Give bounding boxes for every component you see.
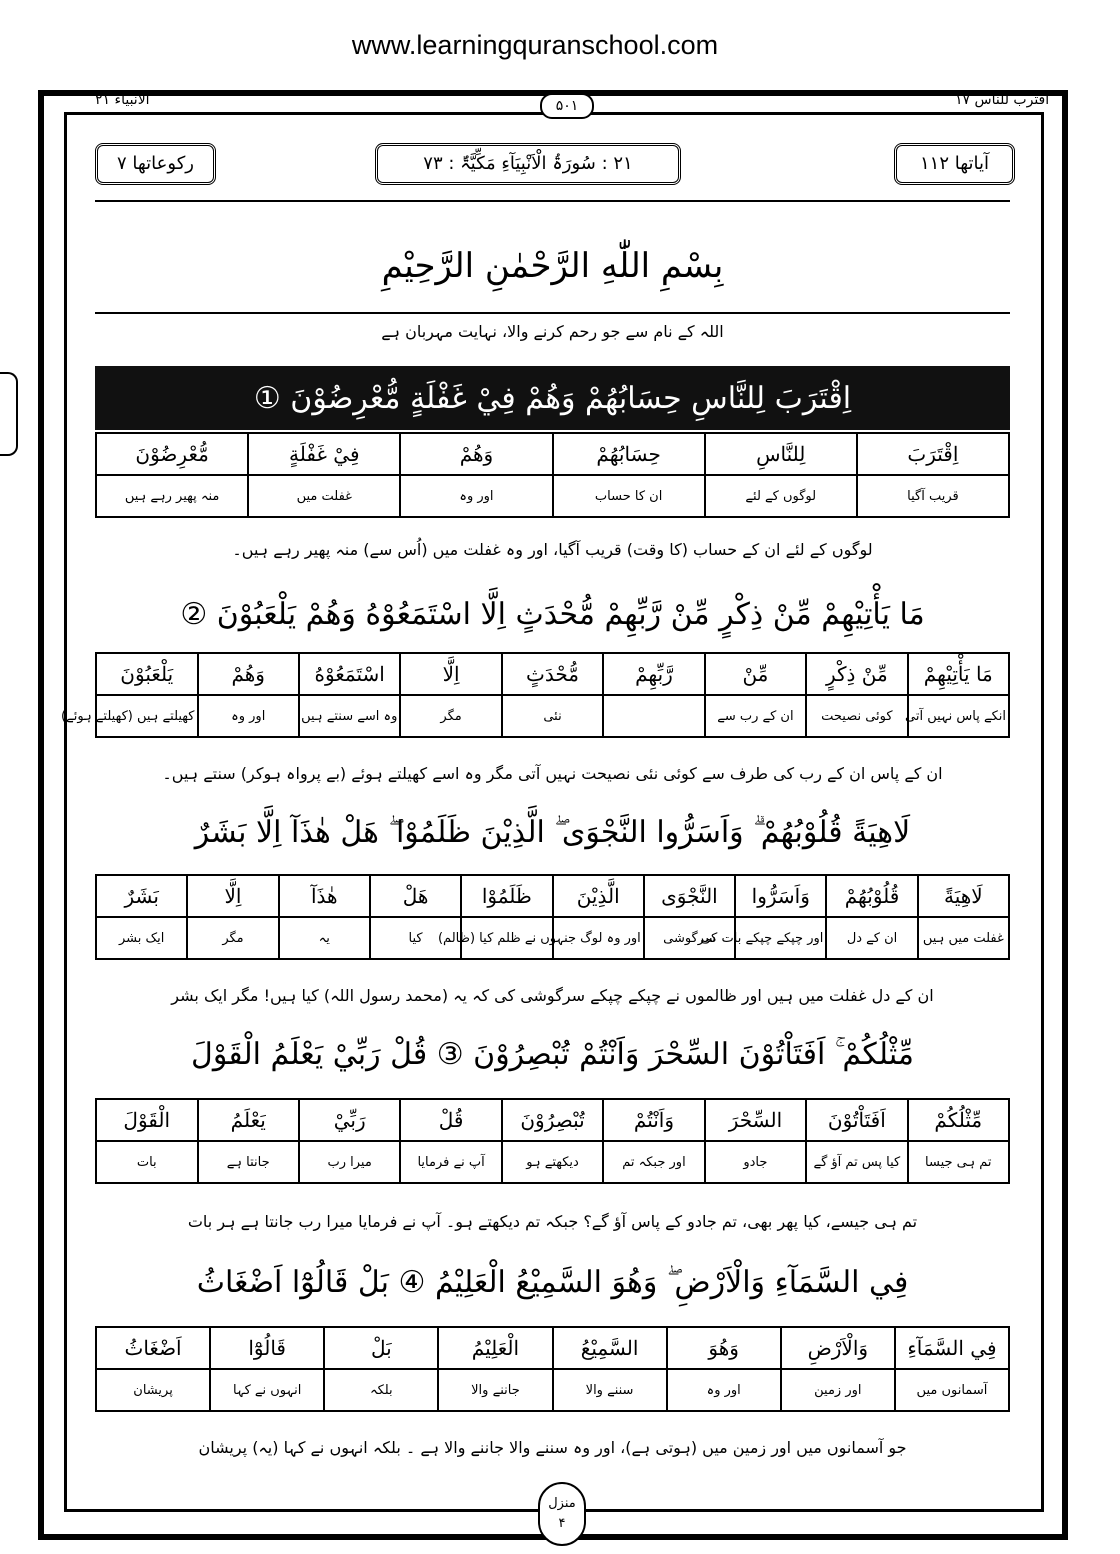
- word: النَّجْوَى: [644, 875, 735, 917]
- meaning: جانتا ہے: [198, 1141, 299, 1183]
- meaning: پریشان: [96, 1369, 210, 1411]
- meaning: قریب آگیا: [857, 475, 1009, 517]
- verse-translation: ان کے دل غفلت میں ہیں اور ظالموں نے چپکے چپکے سرگوشی کی کہ یہ (محمد رسول اللہ) کیا ہیں! مگر ایک بشر: [171, 986, 934, 1005]
- word: وَالْاَرْضِ: [781, 1327, 895, 1369]
- word: اَفَتَاْتُوْنَ: [806, 1099, 907, 1141]
- word: فِيْ غَفْلَةٍ: [248, 433, 400, 475]
- meaning: انکے پاس نہیں آتی: [908, 695, 1009, 737]
- word: بَشَرٌ: [96, 875, 187, 917]
- word: الَّذِيْنَ: [553, 875, 644, 917]
- meaning: اور وہ: [198, 695, 299, 737]
- word: مُّحْدَثٍ: [502, 653, 603, 695]
- meaning: لوگوں کے لئے: [705, 475, 857, 517]
- meaning: انہوں نے کہا: [210, 1369, 324, 1411]
- meaning: یہ: [279, 917, 370, 959]
- word: وَهُمْ: [198, 653, 299, 695]
- word: قُلُوْبُهُمْ: [826, 875, 917, 917]
- manzil-marker: [538, 1482, 586, 1546]
- meaning: اور جبکہ تم: [603, 1141, 704, 1183]
- word: مِّنْ ذِكْرٍ: [806, 653, 907, 695]
- word: السِّحْرَ: [705, 1099, 806, 1141]
- bismillah: بِسْمِ اللّٰهِ الرَّحْمٰنِ الرَّحِيْمِ: [381, 246, 724, 286]
- meaning: مگر: [187, 917, 278, 959]
- header-para-label: اقترب للناس ۱۷: [955, 92, 1050, 108]
- word-table: [61, 652, 1010, 738]
- meaning: میرا رب: [299, 1141, 400, 1183]
- bismillah-translation: اللہ کے نام سے جو رحم کرنے والا، نہایت مہربان ہے: [381, 322, 724, 341]
- header-surah-label: الانبیآء ۲۱: [95, 92, 150, 108]
- meaning: وہ اسے سنتے ہیں: [299, 695, 400, 737]
- meaning: ایک بشر: [96, 917, 187, 959]
- meaning: ان کے دل: [826, 917, 917, 959]
- meaning: ان کا حساب: [553, 475, 705, 517]
- surah-title-row: [95, 143, 1015, 183]
- word: لِلنَّاسِ: [705, 433, 857, 475]
- meaning: جاننے والا: [438, 1369, 552, 1411]
- word: اِقْتَرَبَ: [857, 433, 1009, 475]
- side-ornament: [0, 372, 18, 456]
- ayah-line: اِقْتَرَبَ لِلنَّاسِ حِسَابُهُمْ وَهُمْ فِيْ غَفْلَةٍ مُّعْرِضُوْنَ ①: [95, 366, 1010, 430]
- meaning: غفلت میں: [248, 475, 400, 517]
- word: وَهُمْ: [400, 433, 552, 475]
- word: رَبِّيْ: [299, 1099, 400, 1141]
- divider: [95, 312, 1010, 314]
- word: حِسَابُهُمْ: [553, 433, 705, 475]
- word: وَاَنْتُمْ: [603, 1099, 704, 1141]
- ruku-count: رکوعاتھا ۷: [95, 143, 216, 185]
- surah-title: ۲۱ : سُورَۃُ الْاَنْبِیَآءِ مَکِّیَّۃٌ : ۷۳: [375, 143, 681, 185]
- meaning: سننے والا: [553, 1369, 667, 1411]
- verse-translation: ان کے پاس ان کے رب کی طرف سے کوئی نئی نصیحت نہیں آتی مگر وہ اسے کھیلتے ہوئے (بے پرواہ ہوکر) سنتے ہیں۔: [162, 764, 943, 783]
- word: مِّثْلُكُمْ: [908, 1099, 1009, 1141]
- meaning: بلکہ: [324, 1369, 438, 1411]
- word: اِلَّا: [187, 875, 278, 917]
- meaning: کوئی نصیحت: [806, 695, 907, 737]
- meaning: نئی: [502, 695, 603, 737]
- word-table: [95, 432, 1010, 518]
- ayat-count: آیاتھا ۱۱۲: [894, 143, 1015, 185]
- meaning: اور زمین: [781, 1369, 895, 1411]
- word: هَلْ: [370, 875, 461, 917]
- meaning: منہ پھیر رہے ہیں: [96, 475, 248, 517]
- verse-translation: جو آسمانوں میں اور زمین میں (ہوتی ہے)، اور وہ سننے والا جاننے والا ہے ۔ بلکہ انہوں نے کہا (یہ) پریشان: [198, 1438, 907, 1457]
- word: اَضْغَاثُ: [96, 1327, 210, 1369]
- divider: [95, 200, 1010, 202]
- site-url: www.learningquranschool.com: [351, 30, 719, 60]
- word: يَعْلَمُ: [198, 1099, 299, 1141]
- word: فِي السَّمَآءِ: [895, 1327, 1009, 1369]
- meaning: آسمانوں میں: [895, 1369, 1009, 1411]
- word: الْعَلِيْمُ: [438, 1327, 552, 1369]
- meaning: تم ہی جیسا: [908, 1141, 1009, 1183]
- word: اِلَّا: [400, 653, 501, 695]
- word: وَهُوَ: [667, 1327, 781, 1369]
- meaning: اور وہ: [400, 475, 552, 517]
- meaning: کیا: [370, 917, 461, 959]
- meaning: مگر: [400, 695, 501, 737]
- ayah-line: مِّثْلُكُمْ ۚ اَفَتَاْتُوْنَ السِّحْرَ وَاَنْتُمْ تُبْصِرُوْنَ ③ قُلْ رَبِّيْ يَعْلَمُ الْقَوْلَ: [191, 1036, 914, 1072]
- word-table: [95, 874, 1010, 960]
- word: وَاَسَرُّوا: [735, 875, 826, 917]
- word: بَلْ: [324, 1327, 438, 1369]
- page-number: ۵۰۱: [540, 93, 594, 119]
- manzil-number: ۴: [558, 1516, 566, 1531]
- word: تُبْصِرُوْنَ: [502, 1099, 603, 1141]
- meaning: آپ نے فرمایا: [400, 1141, 501, 1183]
- meaning: اور چپکے چپکے بات کی: [735, 917, 826, 959]
- word: لَاهِيَةً: [918, 875, 1009, 917]
- meaning: ان کے رب سے: [705, 695, 806, 737]
- ayah-line: فِي السَّمَآءِ وَالْاَرْضِ ۖ وَهُوَ السَّمِيْعُ الْعَلِيْمُ ④ بَلْ قَالُوْٓا اَضْغَاثُ: [196, 1264, 909, 1300]
- word: السَّمِيْعُ: [553, 1327, 667, 1369]
- word: مِّنْ: [705, 653, 806, 695]
- meaning: غفلت میں ہیں: [918, 917, 1009, 959]
- word: قُلْ: [400, 1099, 501, 1141]
- meaning: اور وہ لوگ جنہوں نے ظلم کیا (ظالم): [553, 917, 644, 959]
- meaning: اور وہ: [667, 1369, 781, 1411]
- verse-translation: لوگوں کے لئے ان کے حساب (کا وقت) قریب آگیا، اور وہ غفلت میں (اُس سے) منہ پھیر رہے ہیں۔: [232, 540, 873, 559]
- word-table: [95, 1098, 1010, 1184]
- ayah-line: مَا يَأْتِيْهِمْ مِّنْ ذِكْرٍ مِّنْ رَّبِّهِمْ مُّحْدَثٍ اِلَّا اسْتَمَعُوْهُ وَهُمْ يَلْعَبُوْنَ ②: [180, 596, 925, 632]
- ayah-line: لَاهِيَةً قُلُوْبُهُمْ ۗ وَاَسَرُّوا النَّجْوَى ۖ الَّذِيْنَ ظَلَمُوْا ۖ هَلْ هٰذَآ اِلَّا بَشَرٌ: [194, 814, 911, 850]
- word: مُّعْرِضُوْنَ: [96, 433, 248, 475]
- meaning: کیا پس تم آؤ گے: [806, 1141, 907, 1183]
- meaning: سرگوشی: [644, 917, 735, 959]
- word: يَلْعَبُوْنَ: [96, 653, 198, 695]
- meaning: دیکھتے ہو: [502, 1141, 603, 1183]
- meaning: [603, 695, 704, 737]
- word: الْقَوْلَ: [96, 1099, 198, 1141]
- verse-translation: تم ہی جیسے، کیا پھر بھی، تم جادو کے پاس آؤ گے؟ جبکہ تم دیکھتے ہو۔ آپ نے فرمایا میرا رب جانتا ہے ہر بات: [187, 1212, 918, 1231]
- word: مَا يَأْتِيْهِمْ: [908, 653, 1009, 695]
- word: ظَلَمُوْا: [461, 875, 552, 917]
- manzil-label: منزل: [548, 1496, 576, 1511]
- meaning: کھیلتے ہیں (کھیلتے ہوئے): [96, 695, 198, 737]
- word: اسْتَمَعُوْهُ: [299, 653, 400, 695]
- word: رَّبِّهِمْ: [603, 653, 704, 695]
- word: قَالُوْٓا: [210, 1327, 324, 1369]
- word-table: [95, 1326, 1010, 1412]
- word: هٰذَآ: [279, 875, 370, 917]
- meaning: جادو: [705, 1141, 806, 1183]
- meaning: بات: [96, 1141, 198, 1183]
